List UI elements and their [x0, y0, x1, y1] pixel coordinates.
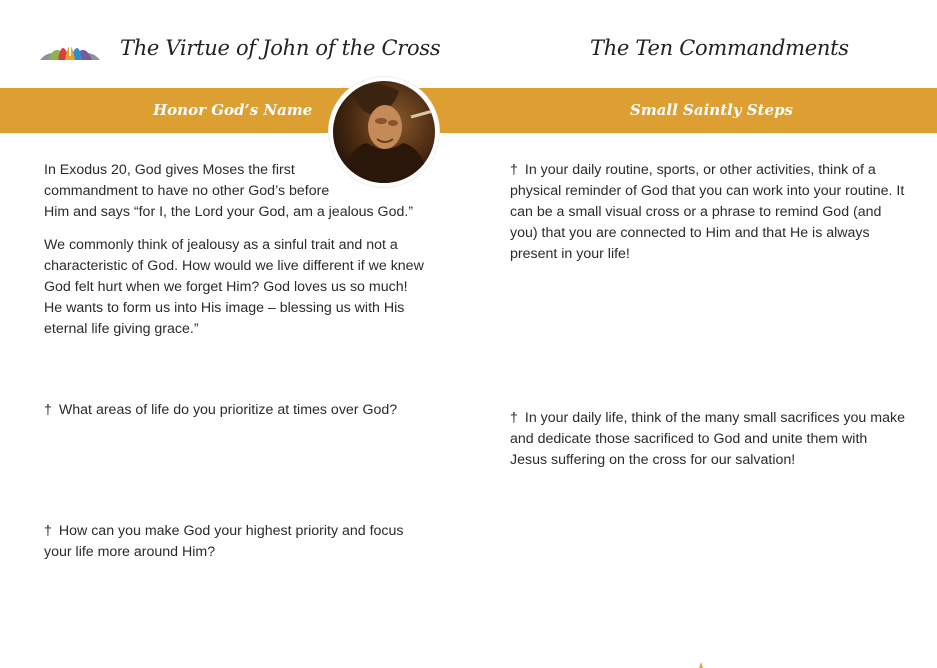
- section-heading-right: Small Saintly Steps: [630, 101, 794, 119]
- lotus-logo-icon: [38, 30, 102, 66]
- intro-paragraph-1: [44, 160, 444, 223]
- step-text: In your daily routine, sports, or other activities, think of a physical reminder of God that you can work into your routine. It can be a small visual cross or a phrase to remind God (and you) that you are connected to Him and that He is always present in your life!: [510, 162, 905, 262]
- page-title-right: The Ten Commandments: [590, 36, 849, 60]
- cross-bullet-icon: †: [44, 523, 52, 539]
- reflection-question-1: [44, 400, 444, 421]
- intro-paragraph-2: We commonly think of jealousy as a sinful trait and not a characteristic of God. How would we live different if we knew God felt hurt when we forget Him? God loves us so much! He wants to form us into His image – blessing us with His eternal life giving grace.”: [44, 237, 424, 337]
- question-text: How can you make God your highest priority and focus your life more around Him?: [44, 523, 404, 560]
- section-heading-left: Honor God’s Name: [153, 101, 313, 119]
- cross-bullet-icon: †: [510, 162, 518, 178]
- saintly-step-2: [510, 408, 905, 471]
- reflection-question-2: [44, 521, 434, 563]
- intro-line-2: commandment to have no other God’s before: [44, 183, 330, 199]
- step-text: In your daily life, think of the many small sacrifices you make and dedicate those sacrificed to God and unite them with Jesus suffering on the cross for our salvation!: [510, 410, 905, 468]
- page-footer-mark-icon: [697, 662, 705, 668]
- cross-bullet-icon: †: [44, 402, 52, 418]
- section-band: [0, 88, 937, 133]
- cross-bullet-icon: †: [510, 410, 518, 426]
- page-title-left: The Virtue of John of the Cross: [120, 36, 441, 60]
- saintly-step-1: [510, 160, 905, 265]
- question-text: What areas of life do you prioritize at times over God?: [58, 402, 398, 418]
- intro-line-3: Him and says “for I, the Lord your God, am a jealous God.”: [44, 204, 414, 220]
- intro-line-1: In Exodus 20, God gives Moses the first: [44, 162, 295, 178]
